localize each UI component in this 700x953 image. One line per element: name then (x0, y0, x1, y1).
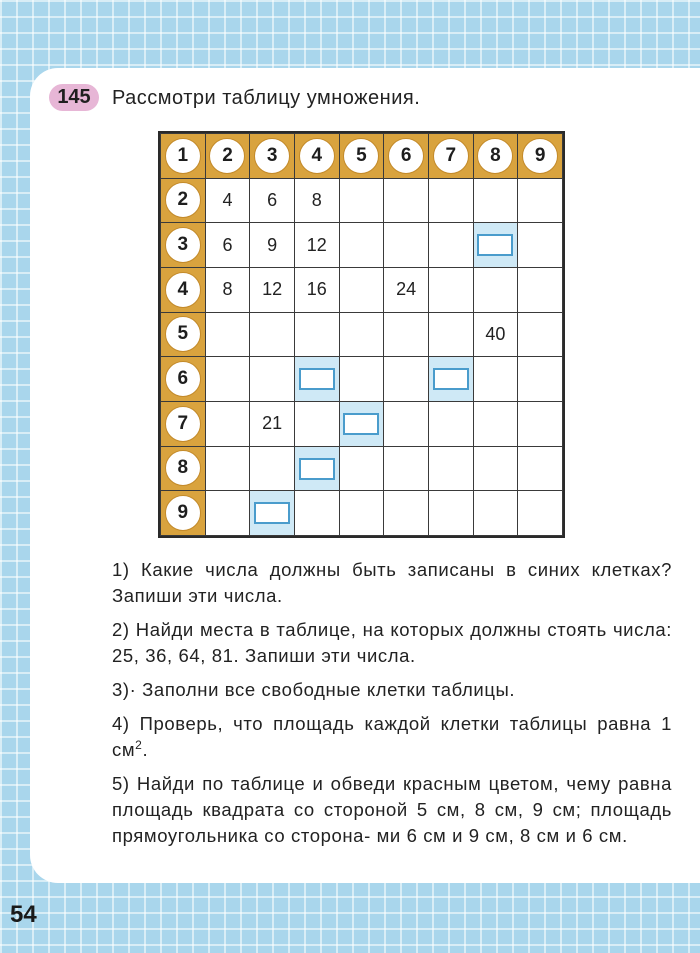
cell-value: 6 (222, 234, 233, 255)
answer-box[interactable] (433, 368, 469, 390)
table-row (161, 401, 563, 446)
table-cell (428, 223, 473, 268)
row-header-cell (161, 446, 206, 491)
blue-cell (250, 491, 295, 536)
cell-value: 8 (311, 189, 322, 210)
table-cell (339, 446, 384, 491)
header-cell (161, 134, 206, 179)
table-cell (473, 401, 518, 446)
table-cell (250, 401, 295, 446)
cell-value: 8 (222, 279, 233, 300)
table-cell (518, 357, 563, 402)
question-4-superscript: 2 (135, 737, 143, 752)
table-cell (384, 491, 429, 536)
row-header-cell (161, 357, 206, 402)
table-cell (205, 178, 250, 223)
table-cell (384, 223, 429, 268)
table-cell (428, 178, 473, 223)
row-header-cell (161, 267, 206, 312)
question-1: 1) Какие числа должны быть записаны в синих клетках? Запиши эти числа. (112, 559, 672, 606)
table-cell (250, 312, 295, 357)
header-cell (294, 134, 339, 179)
cell-value: 12 (306, 234, 327, 255)
table-cell (294, 312, 339, 357)
table-cell (294, 223, 339, 268)
multiplication-table (158, 131, 565, 538)
answer-box[interactable] (299, 368, 335, 390)
blue-cell (473, 223, 518, 268)
table-cell (294, 401, 339, 446)
question-2: 2) Найди места в таблице, на которых должны стоять числа: 25, 36, 64, 81. Запиши эти числа. (112, 619, 672, 666)
table-cell (205, 223, 250, 268)
table-cell (428, 267, 473, 312)
header-number: 4 (299, 138, 335, 174)
table-cell (473, 491, 518, 536)
answer-box[interactable] (477, 234, 513, 256)
answer-box[interactable] (299, 458, 335, 480)
table-cell (428, 312, 473, 357)
table-cell (428, 491, 473, 536)
table-cell (205, 446, 250, 491)
table-cell (473, 357, 518, 402)
page-number: 54 (10, 901, 37, 928)
row-number: 5 (165, 316, 201, 352)
table-cell (473, 178, 518, 223)
table-cell (294, 267, 339, 312)
table-cell (339, 491, 384, 536)
table-cell (428, 401, 473, 446)
cell-value: 40 (485, 323, 506, 344)
header-number: 9 (522, 138, 558, 174)
row-header-cell (161, 178, 206, 223)
table-row (161, 491, 563, 536)
row-number: 4 (165, 272, 201, 308)
table-cell (339, 267, 384, 312)
header-cell (205, 134, 250, 179)
table-cell (518, 312, 563, 357)
table-cell (473, 446, 518, 491)
table-row (161, 357, 563, 402)
table-row (161, 312, 563, 357)
row-header-cell (161, 312, 206, 357)
row-header-cell (161, 401, 206, 446)
table-row (161, 446, 563, 491)
header-number: 6 (388, 138, 424, 174)
table-cell (384, 446, 429, 491)
table-cell (518, 491, 563, 536)
table-cell (518, 401, 563, 446)
table-cell (205, 491, 250, 536)
table-cell (384, 312, 429, 357)
question-4-text: 4) Проверь, что площадь каждой клетки таблицы равна 1 см (112, 713, 672, 760)
table-cell (473, 267, 518, 312)
cell-value: 16 (306, 279, 327, 300)
multiplication-grid (160, 133, 563, 536)
row-number: 9 (165, 495, 201, 531)
table-cell (473, 312, 518, 357)
header-number: 1 (165, 138, 201, 174)
table-cell (428, 446, 473, 491)
header-cell (250, 134, 295, 179)
task-title: Рассмотри таблицу умножения. (112, 87, 421, 109)
table-cell (339, 357, 384, 402)
header-cell (473, 134, 518, 179)
table-row (161, 178, 563, 223)
row-header-cell (161, 491, 206, 536)
header-cell (518, 134, 563, 179)
table-cell (250, 357, 295, 402)
table-cell (250, 178, 295, 223)
header-number: 2 (209, 138, 245, 174)
table-row (161, 223, 563, 268)
task-number-badge: 145 (49, 84, 99, 111)
header-cell (384, 134, 429, 179)
questions-list (112, 557, 672, 857)
blue-cell (294, 446, 339, 491)
table-cell (339, 223, 384, 268)
table-cell (294, 491, 339, 536)
table-cell (384, 267, 429, 312)
answer-box[interactable] (343, 413, 379, 435)
table-cell (518, 267, 563, 312)
blue-cell (428, 357, 473, 402)
table-cell (294, 178, 339, 223)
header-cell (339, 134, 384, 179)
row-number: 8 (165, 450, 201, 486)
table-cell (339, 312, 384, 357)
cell-value: 9 (267, 234, 278, 255)
answer-box[interactable] (254, 502, 290, 524)
table-header-row (161, 134, 563, 179)
header-number: 5 (343, 138, 379, 174)
question-3: 3)· Заполни все свободные клетки таблицы. (112, 679, 516, 700)
row-number: 6 (165, 361, 201, 397)
row-number: 3 (165, 227, 201, 263)
cell-value: 6 (267, 189, 278, 210)
table-cell (205, 312, 250, 357)
header-number: 3 (254, 138, 290, 174)
table-cell (250, 446, 295, 491)
cell-value: 4 (222, 189, 233, 210)
blue-cell (294, 357, 339, 402)
table-cell (518, 446, 563, 491)
blue-cell (339, 401, 384, 446)
cell-value: 21 (262, 413, 283, 434)
table-cell (205, 357, 250, 402)
header-cell (428, 134, 473, 179)
table-cell (384, 178, 429, 223)
cell-value: 12 (262, 279, 283, 300)
table-cell (339, 178, 384, 223)
question-4 (112, 711, 672, 763)
table-cell (518, 223, 563, 268)
table-cell (384, 357, 429, 402)
header-number: 8 (477, 138, 513, 174)
table-cell (518, 178, 563, 223)
row-number: 7 (165, 406, 201, 442)
table-cell (205, 267, 250, 312)
header-number: 7 (433, 138, 469, 174)
cell-value: 24 (396, 279, 417, 300)
row-number: 2 (165, 182, 201, 218)
table-cell (205, 401, 250, 446)
table-cell (250, 267, 295, 312)
table-row (161, 267, 563, 312)
question-4-end: . (142, 739, 149, 760)
table-cell (384, 401, 429, 446)
question-5: 5) Найди по таблице и обведи красным цветом, чему равна площадь квадрата со стороной 5 см, 8 см, 9 см; площадь прямоугольника со сторона- ми 6 см и 9 см, 8 см и 6 см. (112, 773, 672, 846)
row-header-cell (161, 223, 206, 268)
table-cell (250, 223, 295, 268)
